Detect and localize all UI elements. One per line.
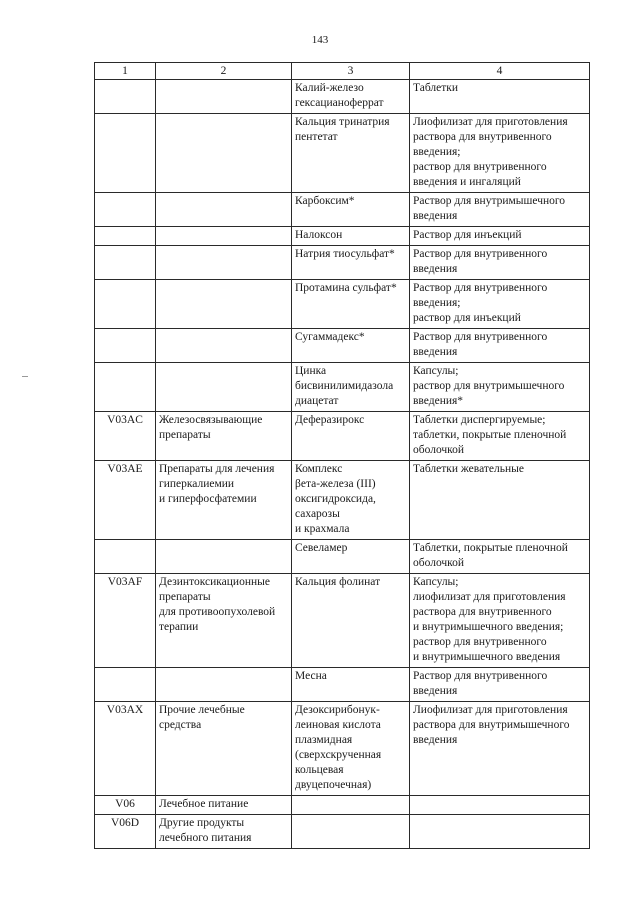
table-row bbox=[95, 668, 590, 702]
atc-code-cell bbox=[95, 363, 156, 412]
pharmacological-group-cell bbox=[156, 246, 292, 280]
atc-code-cell: V06D bbox=[95, 815, 156, 849]
pharmacological-group-cell: Дезинтоксикационные препараты для противоопухолевой терапии bbox=[156, 574, 292, 668]
drug-name-cell: Протамина сульфат* bbox=[292, 280, 410, 329]
table-row bbox=[95, 227, 590, 246]
column-header: 1 bbox=[95, 63, 156, 80]
table-row bbox=[95, 280, 590, 329]
drug-list-table bbox=[94, 62, 590, 849]
table-row bbox=[95, 193, 590, 227]
table-row bbox=[95, 363, 590, 412]
table-row bbox=[95, 461, 590, 540]
dosage-form-cell: Раствор для внутримышечного введения bbox=[410, 193, 590, 227]
atc-code-cell bbox=[95, 227, 156, 246]
column-header: 4 bbox=[410, 63, 590, 80]
atc-code-cell bbox=[95, 193, 156, 227]
drug-name-cell: Натрия тиосульфат* bbox=[292, 246, 410, 280]
table-row bbox=[95, 80, 590, 114]
drug-name-cell: Комплекс βета-железа (III) оксигидроксида, сахарозы и крахмала bbox=[292, 461, 410, 540]
dosage-form-cell: Таблетки жевательные bbox=[410, 461, 590, 540]
atc-code-cell bbox=[95, 246, 156, 280]
atc-code-cell bbox=[95, 280, 156, 329]
dosage-form-cell: Капсулы; раствор для внутримышечного введения* bbox=[410, 363, 590, 412]
atc-code-cell bbox=[95, 114, 156, 193]
drug-name-cell: Деферазирокс bbox=[292, 412, 410, 461]
table-row bbox=[95, 796, 590, 815]
drug-name-cell: Налоксон bbox=[292, 227, 410, 246]
dosage-form-cell bbox=[410, 796, 590, 815]
table-row bbox=[95, 815, 590, 849]
dosage-form-cell bbox=[410, 815, 590, 849]
pharmacological-group-cell bbox=[156, 668, 292, 702]
pharmacological-group-cell bbox=[156, 280, 292, 329]
dosage-form-cell: Лиофилизат для приготовления раствора для внутримышечного введения bbox=[410, 702, 590, 796]
dosage-form-cell: Таблетки диспергируемые; таблетки, покрытые пленочной оболочкой bbox=[410, 412, 590, 461]
pharmacological-group-cell bbox=[156, 80, 292, 114]
dosage-form-cell: Раствор для внутривенного введения bbox=[410, 246, 590, 280]
dosage-form-cell: Раствор для внутривенного введения bbox=[410, 329, 590, 363]
dosage-form-cell: Раствор для внутривенного введения; раствор для инъекций bbox=[410, 280, 590, 329]
column-header: 3 bbox=[292, 63, 410, 80]
drug-name-cell: Карбоксим* bbox=[292, 193, 410, 227]
table-row bbox=[95, 114, 590, 193]
table-row bbox=[95, 702, 590, 796]
drug-name-cell bbox=[292, 796, 410, 815]
atc-code-cell bbox=[95, 668, 156, 702]
pharmacological-group-cell: Другие продукты лечебного питания bbox=[156, 815, 292, 849]
pharmacological-group-cell bbox=[156, 227, 292, 246]
drug-name-cell: Кальция фолинат bbox=[292, 574, 410, 668]
pharmacological-group-cell bbox=[156, 193, 292, 227]
atc-code-cell bbox=[95, 329, 156, 363]
dosage-form-cell: Капсулы; лиофилизат для приготовления раствора для внутривенного и внутримышечного введения; раствор для внутривенного и внутримышечного введения bbox=[410, 574, 590, 668]
dosage-form-cell: Лиофилизат для приготовления раствора для внутривенного введения; раствор для внутривенного введения и ингаляций bbox=[410, 114, 590, 193]
atc-code-cell: V03AX bbox=[95, 702, 156, 796]
dosage-form-cell: Таблетки, покрытые пленочной оболочкой bbox=[410, 540, 590, 574]
table-body bbox=[95, 80, 590, 849]
table-row bbox=[95, 246, 590, 280]
atc-code-cell bbox=[95, 540, 156, 574]
dosage-form-cell: Раствор для внутривенного введения bbox=[410, 668, 590, 702]
atc-code-cell: V03AE bbox=[95, 461, 156, 540]
dosage-form-cell: Раствор для инъекций bbox=[410, 227, 590, 246]
margin-mark bbox=[22, 376, 28, 377]
table-row bbox=[95, 574, 590, 668]
pharmacological-group-cell: Прочие лечебные средства bbox=[156, 702, 292, 796]
drug-name-cell: Севеламер bbox=[292, 540, 410, 574]
pharmacological-group-cell bbox=[156, 114, 292, 193]
pharmacological-group-cell bbox=[156, 540, 292, 574]
table-row bbox=[95, 329, 590, 363]
pharmacological-group-cell bbox=[156, 329, 292, 363]
pharmacological-group-cell bbox=[156, 363, 292, 412]
dosage-form-cell: Таблетки bbox=[410, 80, 590, 114]
drug-name-cell: Дезоксирибонук- леиновая кислота плазмидная (сверхскрученная кольцевая двуцепочечная) bbox=[292, 702, 410, 796]
pharmacological-group-cell: Железосвязывающие препараты bbox=[156, 412, 292, 461]
atc-code-cell: V06 bbox=[95, 796, 156, 815]
drug-name-cell: Цинка бисвинилимидазола диацетат bbox=[292, 363, 410, 412]
table-row bbox=[95, 412, 590, 461]
atc-code-cell: V03AF bbox=[95, 574, 156, 668]
page-number: 143 bbox=[311, 34, 329, 46]
column-header: 2 bbox=[156, 63, 292, 80]
drug-name-cell: Месна bbox=[292, 668, 410, 702]
atc-code-cell bbox=[95, 80, 156, 114]
pharmacological-group-cell: Препараты для лечения гиперкалиемии и гиперфосфатемии bbox=[156, 461, 292, 540]
table-header-row bbox=[95, 63, 590, 80]
drug-name-cell: Калий-железо гексацианоферрат bbox=[292, 80, 410, 114]
atc-code-cell: V03AC bbox=[95, 412, 156, 461]
pharmacological-group-cell: Лечебное питание bbox=[156, 796, 292, 815]
drug-name-cell: Сугаммадекс* bbox=[292, 329, 410, 363]
drug-name-cell: Кальция тринатрия пентетат bbox=[292, 114, 410, 193]
table-row bbox=[95, 540, 590, 574]
drug-name-cell bbox=[292, 815, 410, 849]
